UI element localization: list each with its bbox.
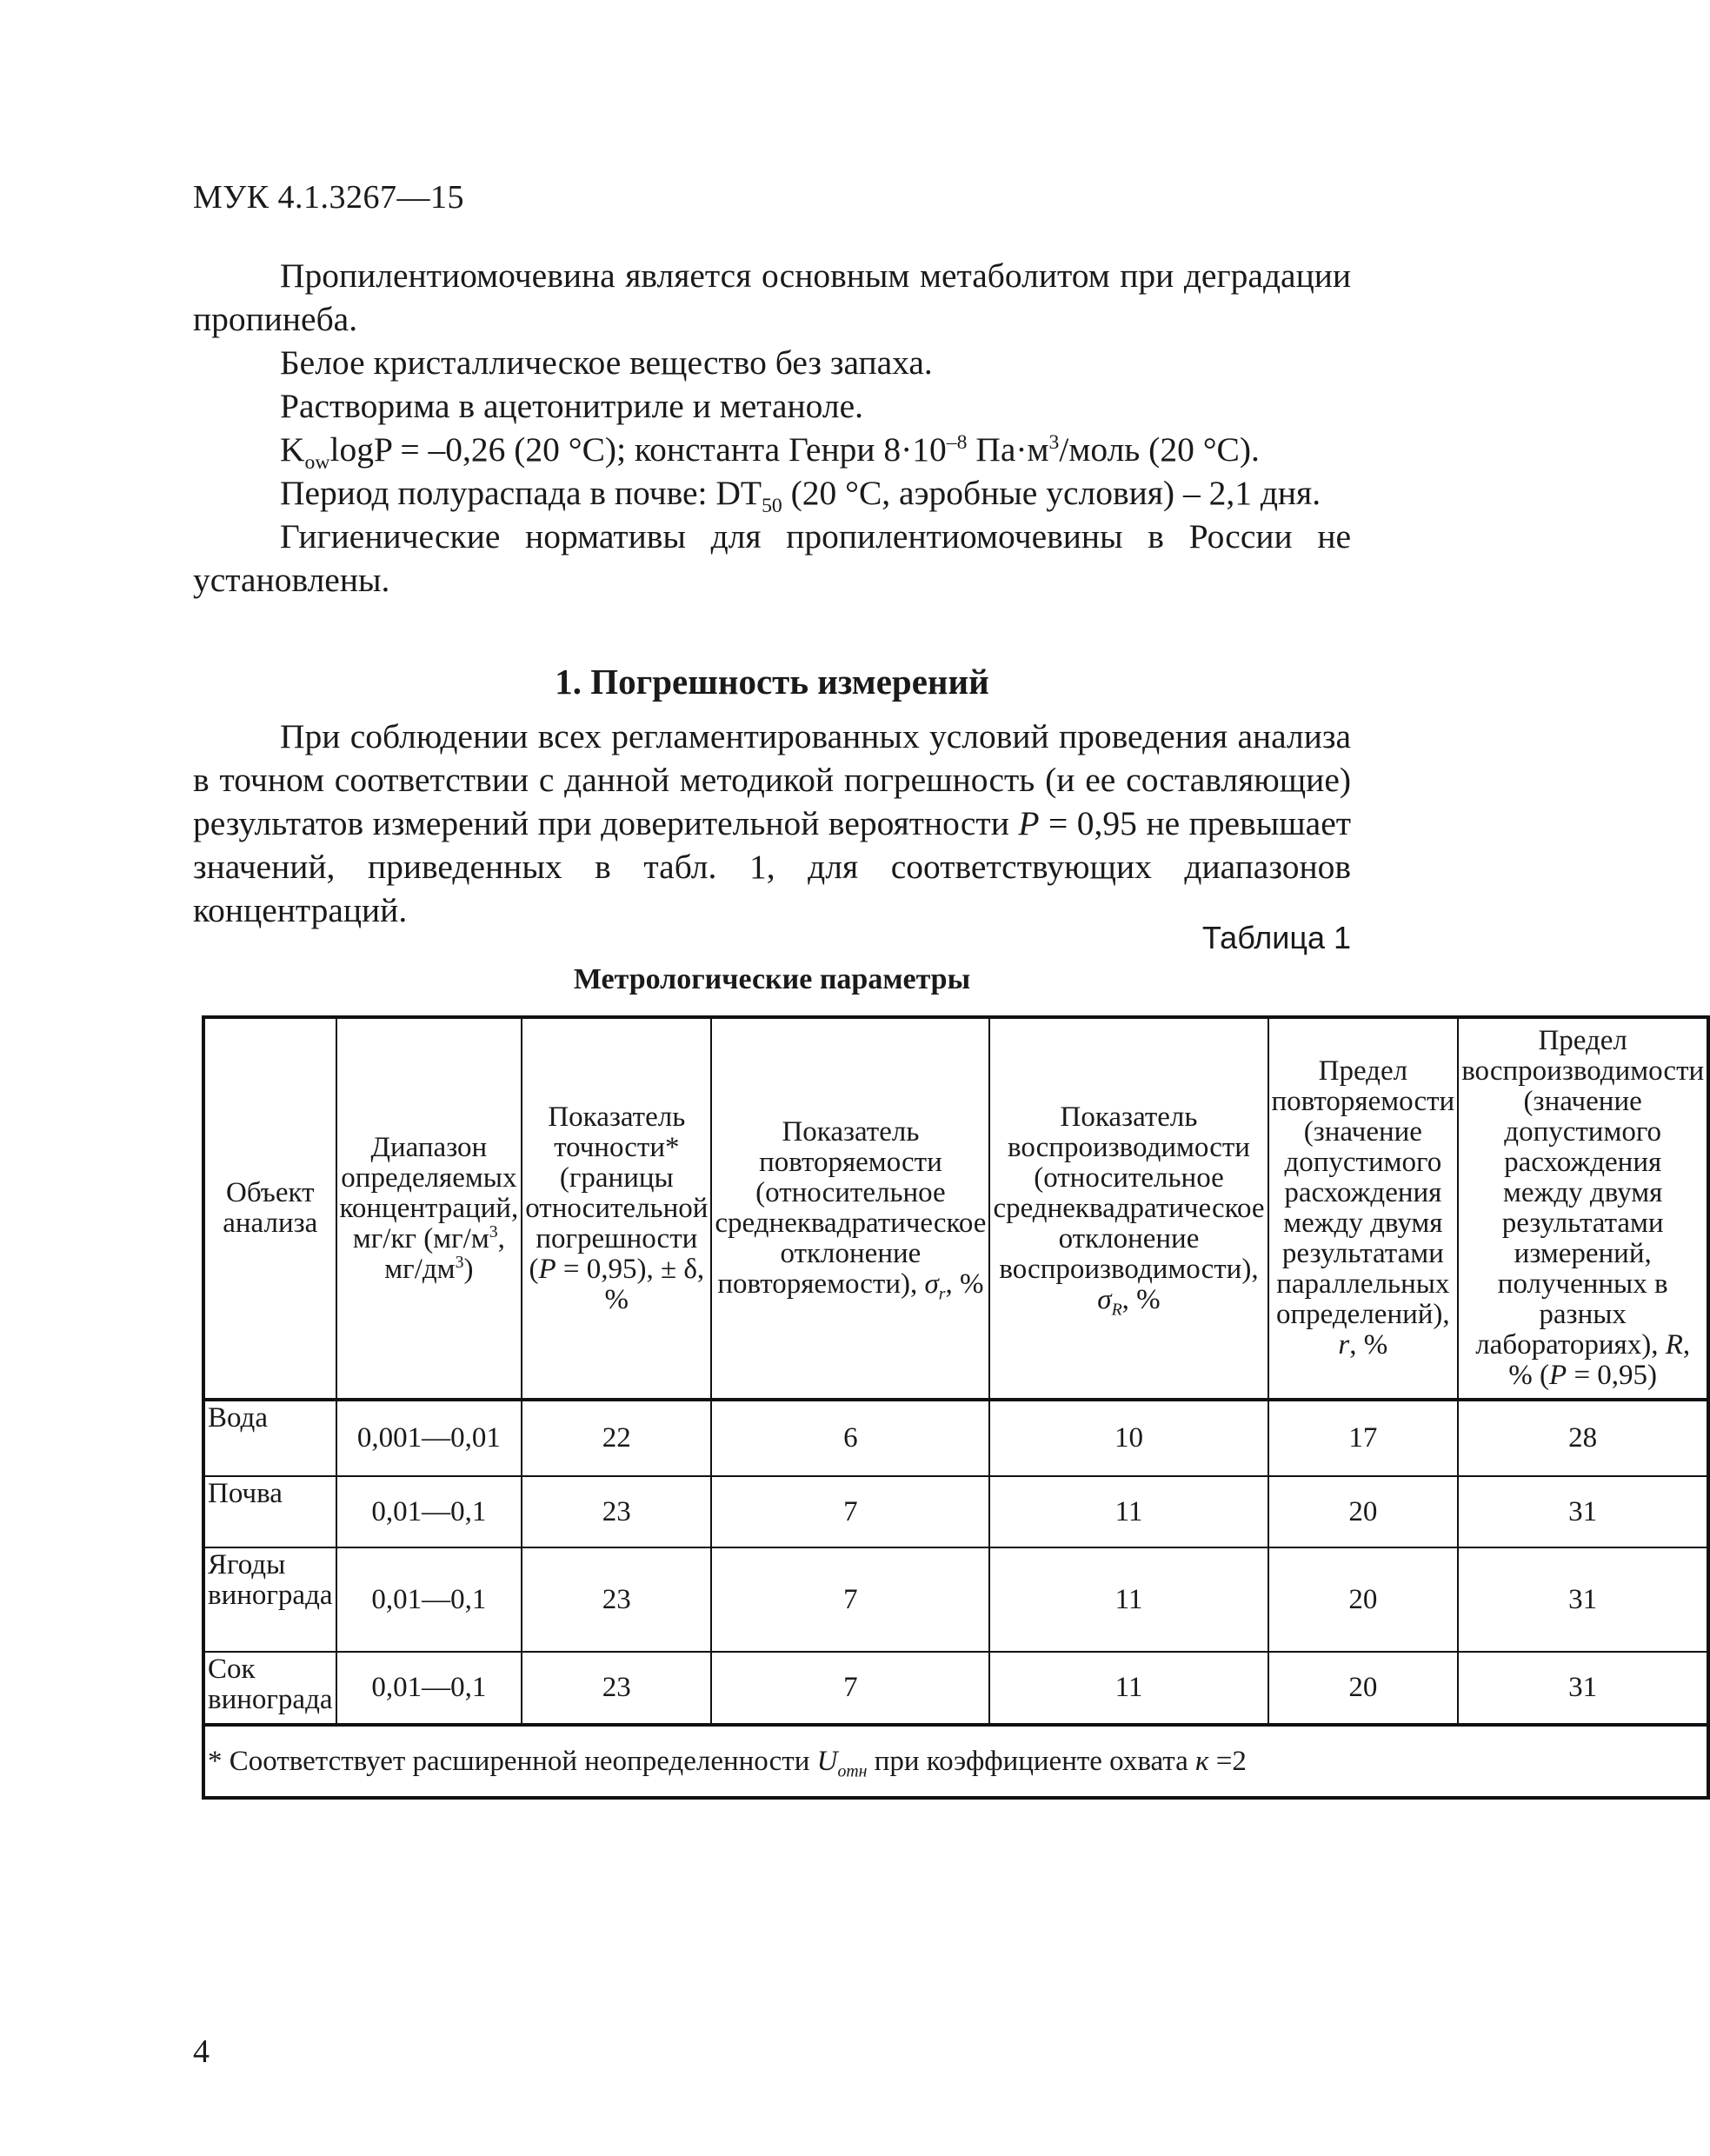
cell-range: 0,01—0,1 (336, 1547, 522, 1652)
header-reproducibility-limit: Предел воспроизводимости (значение допустимого расхождения между двумя результатами измерений, полученных в разных лабораториях), R, % (P = 0,95) (1458, 1017, 1708, 1400)
table-row (203, 1652, 1708, 1725)
paragraph-solubility: Растворима в ацетонитриле и метаноле. (280, 387, 863, 425)
cell-object: Ягоды винограда (203, 1547, 336, 1652)
document-code-header: МУК 4.1.3267—15 (193, 179, 465, 216)
cell-accuracy: 23 (522, 1476, 711, 1547)
cell-reproducibility: 11 (989, 1476, 1268, 1547)
cell-accuracy: 23 (522, 1652, 711, 1725)
section-intro (193, 715, 1351, 932)
cell-reproducibility-limit: 31 (1458, 1652, 1708, 1725)
header-repeatability: Показатель повторяемости (относительное среднеквадратическое отклонение повторяемости), $\sigma_r$, % (711, 1017, 989, 1400)
cell-repeatability: 7 (711, 1476, 989, 1547)
paragraph-hygiene: Гигиенические нормативы для пропилентиомочевины в России не установлены. (193, 517, 1351, 599)
table-row (203, 1476, 1708, 1547)
cell-reproducibility: 10 (989, 1400, 1268, 1476)
description-text (193, 254, 1351, 602)
header-range: Диапазон определяемых концентраций, мг/кг ($мг/м^3$, $мг/дм^3$) (336, 1017, 522, 1400)
cell-repeatability-limit: 17 (1268, 1400, 1459, 1476)
cell-object: Сок винограда (203, 1652, 336, 1725)
paragraph-appearance: Белое кристаллическое вещество без запаха. (280, 343, 933, 382)
cell-reproducibility: 11 (989, 1547, 1268, 1652)
cell-reproducibility-limit: 31 (1458, 1476, 1708, 1547)
cell-accuracy: 23 (522, 1547, 711, 1652)
header-reproducibility: Показатель воспроизводимости (относительное среднеквадратическое отклонение воспроизводимости), $\sigma_R$, % (989, 1017, 1268, 1400)
paragraph-constants: $K_{ow}\log P = -0,26$ (20 °С); константа Генри $8\cdot 10^{-8}$ $Па\cdot м^3$/моль (20 °С). (280, 430, 1260, 474)
cell-reproducibility-limit: 28 (1458, 1400, 1708, 1476)
cell-object: Вода (203, 1400, 336, 1476)
cell-repeatability: 6 (711, 1400, 989, 1476)
cell-range: 0,001—0,01 (336, 1400, 522, 1476)
cell-reproducibility-limit: 31 (1458, 1547, 1708, 1652)
cell-repeatability: 7 (711, 1547, 989, 1652)
table-title: Метрологические параметры (573, 963, 971, 995)
table-row (203, 1547, 1708, 1652)
cell-object: Почва (203, 1476, 336, 1547)
header-accuracy: Показатель точности* (границы относительной погрешности (P = 0,95), ± δ, % (522, 1017, 711, 1400)
header-object: Объект анализа (203, 1017, 336, 1400)
paragraph-half-life: Период полураспада в почве: $DT_{50}$ (20 °С, аэробные условия) – 2,1 дня. (280, 474, 1321, 517)
section-title: 1. Погрешность измерений (555, 662, 989, 702)
paragraph-intro: При соблюдении всех регламентированных условий проведения анализа в точном соответствии с данной методикой погрешность (и ее составляющие) результатов измерений при доверительной вероятности P = 0,95 не превышает значений, приведенных в табл. 1, для соответствующих диапазонов концентраций. (193, 717, 1351, 929)
header-repeatability-limit: Предел повторяемости (значение допустимого расхождения между двумя результатами параллельных определений), r, % (1268, 1017, 1459, 1400)
cell-reproducibility: 11 (989, 1652, 1268, 1725)
table-row (203, 1400, 1708, 1476)
cell-repeatability-limit: 20 (1268, 1476, 1459, 1547)
cell-repeatability: 7 (711, 1652, 989, 1725)
paragraph-metabolite: Пропилентиомочевина является основным метаболитом при деградации пропинеба. (193, 256, 1351, 338)
cell-repeatability-limit: 20 (1268, 1652, 1459, 1725)
page-number: 4 (193, 2033, 210, 2070)
cell-accuracy: 22 (522, 1400, 711, 1476)
table-footnote: * Соответствует расширенной неопределенности $U_{отн}$ при коэффициенте охвата к =2 (203, 1725, 1708, 1798)
table-footnote-row (203, 1725, 1708, 1798)
metrology-table (202, 1015, 1710, 1800)
table-label: Таблица 1 (1201, 920, 1351, 955)
cell-range: 0,01—0,1 (336, 1476, 522, 1547)
cell-range: 0,01—0,1 (336, 1652, 522, 1725)
cell-repeatability-limit: 20 (1268, 1547, 1459, 1652)
